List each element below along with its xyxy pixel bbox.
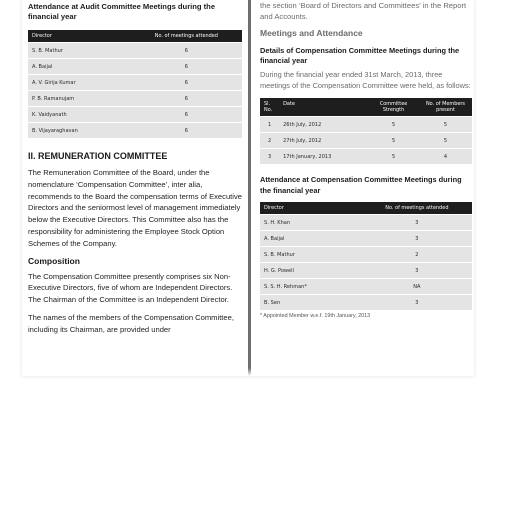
table-cell: NA <box>362 279 472 294</box>
table-cell: 5 <box>368 149 419 164</box>
meetings-details-paragraph: During the financial year ended 31st March, 2013, three meetings of the Compensation Committee were held, as follows: <box>260 70 471 90</box>
table-cell: 26th July, 2012 <box>279 117 368 132</box>
document-page <box>22 0 474 376</box>
table-cell: B. Sen <box>260 295 362 310</box>
table-row <box>28 107 242 122</box>
left-column <box>28 0 242 342</box>
table-cell: 6 <box>131 107 242 122</box>
table-cell: 3 <box>362 215 472 230</box>
composition-title: Composition <box>28 255 80 266</box>
page-bottom-fade <box>22 368 474 376</box>
table-row <box>28 43 242 58</box>
table-header-cell: Date <box>279 98 368 116</box>
table-cell: 6 <box>131 59 242 74</box>
table-cell: S. B. Mathur <box>28 43 131 58</box>
table-cell: A. Baijal <box>28 59 131 74</box>
table-row <box>260 149 472 164</box>
table-cell: A. V. Girija Kumar <box>28 75 131 90</box>
table-cell: 5 <box>419 133 472 148</box>
table-row <box>28 123 242 138</box>
table-cell: 6 <box>131 75 242 90</box>
table-header-cell: Director <box>28 30 131 42</box>
table-row <box>260 133 472 148</box>
table-cell: 3 <box>260 149 279 164</box>
table-cell: A. Baijal <box>260 231 362 246</box>
table-cell: 1 <box>260 117 279 132</box>
table-cell: 5 <box>419 117 472 132</box>
table-cell: 27th July, 2012 <box>279 133 368 148</box>
table-row <box>260 215 472 230</box>
table-header-cell: No. of Members present <box>419 98 472 116</box>
table-row <box>260 117 472 132</box>
table-cell: S. B. Mathur <box>260 247 362 262</box>
footnote: * Appointed Member w.e.f. 19th January, 2013 <box>260 313 371 319</box>
table-header-row <box>260 98 472 116</box>
composition-paragraph: The Compensation Committee presently comprises six Non-Executive Directors, five of whom are Independent Directors. The Chairman of the Committee is an Independent Director. <box>28 271 233 305</box>
table-header-cell: No. of meetings attended <box>362 202 472 214</box>
members-paragraph: The names of the members of the Compensation Committee, including its Chairman, are provided under <box>28 312 234 334</box>
table-header-cell: Sl. No. <box>260 98 279 116</box>
table-cell: 2 <box>260 133 279 148</box>
meetings-attendance-title: Meetings and Attendance <box>260 28 363 38</box>
table-cell: 6 <box>131 91 242 106</box>
table-header-cell: No. of meetings attended <box>131 30 242 42</box>
table-cell: 6 <box>131 43 242 58</box>
right-column <box>260 0 472 319</box>
table-cell: 3 <box>362 295 472 310</box>
table-row <box>28 91 242 106</box>
table-row <box>28 75 242 90</box>
remuneration-paragraph: The Remuneration Committee of the Board, under the nomenclature ‘Compensation Committee’, inter alia, recommends to the Board the compensation terms of Executive Directors and the seniormost level of management immediately below the Executive Directors. This Committee also has the responsibility for administering the Employee Stock Option Schemes of the Company. <box>28 168 242 248</box>
table-cell: H. G. Powell <box>260 263 362 278</box>
table-cell: 4 <box>419 149 472 164</box>
table-row <box>260 247 472 262</box>
table-row <box>260 295 472 310</box>
compensation-attendance-heading: Attendance at Compensation Committee Meetings during the financial year <box>260 175 462 195</box>
audit-attendance-heading: Attendance at Audit Committee Meetings during the financial year <box>28 2 216 21</box>
compensation-attendance-table <box>260 201 472 311</box>
table-cell: 5 <box>368 133 419 148</box>
table-cell: K. Vaidyanath <box>28 107 131 122</box>
table-header-cell: Director <box>260 202 362 214</box>
table-cell: 3 <box>362 263 472 278</box>
table-row <box>28 59 242 74</box>
compensation-meetings-table <box>260 97 472 165</box>
board-section-reference: the section ‘Board of Directors and Committees’ in the Report and Accounts. <box>260 1 467 21</box>
table-cell: 6 <box>131 123 242 138</box>
table-cell: 2 <box>362 247 472 262</box>
table-cell: 3 <box>362 231 472 246</box>
audit-attendance-table <box>28 29 242 139</box>
table-header-row <box>28 30 242 42</box>
table-row <box>260 279 472 294</box>
table-header-row <box>260 202 472 214</box>
table-row <box>260 231 472 246</box>
table-cell: B. Vijayaraghavan <box>28 123 131 138</box>
table-cell: S. S. H. Rehman* <box>260 279 362 294</box>
table-header-cell: Committee Strength <box>368 98 419 116</box>
table-row <box>260 263 472 278</box>
table-cell: 5 <box>368 117 419 132</box>
table-cell: S. H. Khan <box>260 215 362 230</box>
remuneration-committee-title: II. REMUNERATION COMMITTEE <box>28 151 168 161</box>
table-cell: 17th January, 2013 <box>279 149 368 164</box>
table-cell: P. B. Ramanujam <box>28 91 131 106</box>
column-divider <box>248 0 251 376</box>
meetings-details-heading: Details of Compensation Committee Meetings during the financial year <box>260 46 460 65</box>
